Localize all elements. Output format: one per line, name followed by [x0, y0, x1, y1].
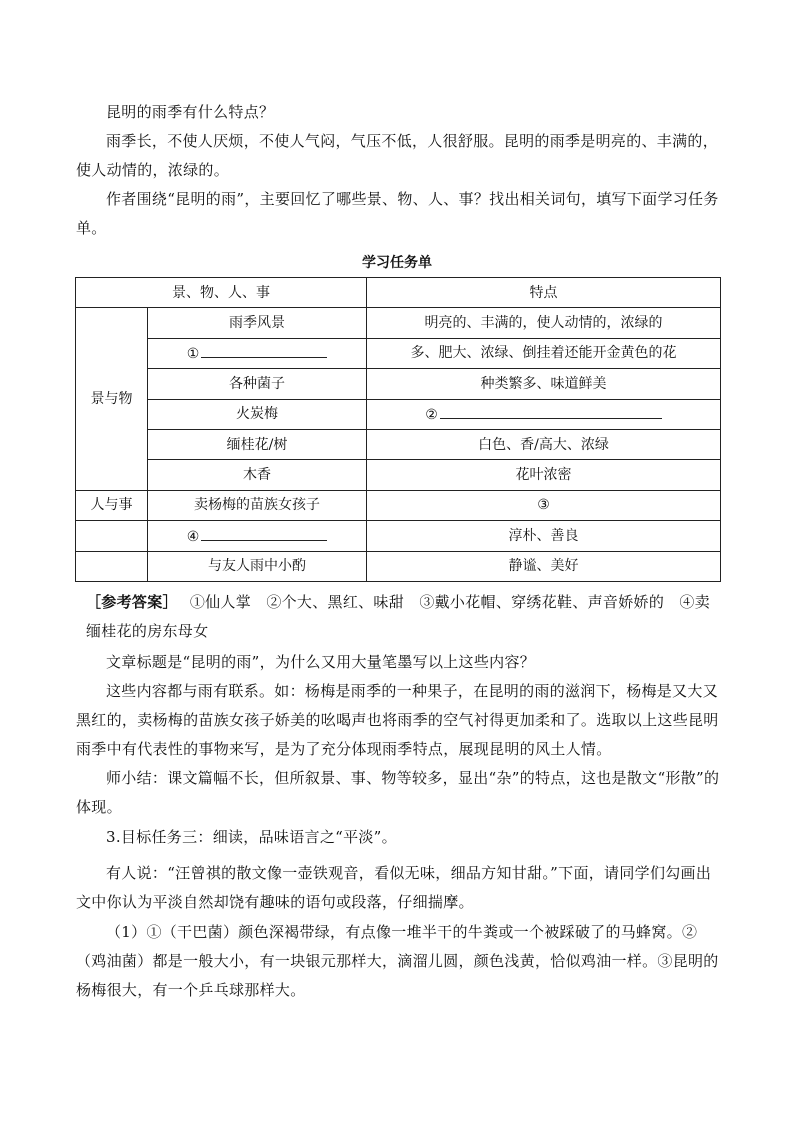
blank-number: ② — [425, 407, 438, 424]
reference-answer-label: ［参考答案］ — [86, 593, 178, 611]
table-row — [76, 460, 721, 490]
table-row — [76, 338, 721, 368]
group-people: 人与事 — [76, 490, 148, 520]
row-item: 缅桂花/树 — [148, 429, 367, 459]
row-feature: ③ — [367, 490, 721, 520]
fill-blank-line[interactable] — [201, 343, 327, 358]
row-item: 雨季风景 — [148, 308, 367, 338]
table-row — [76, 308, 721, 338]
blank-number: ④ — [186, 528, 200, 545]
row-feature: 明亮的、丰满的，使人动情的，浓绿的 — [367, 308, 721, 338]
quote-paragraph: 有人说：“汪曾祺的散文像一壶铁观音，看似无味，细品方知甘甜。”下面，请同学们勾画出文中你认为平淡自然却饶有趣味的语句或段落，仔细揣摩。 — [76, 864, 712, 911]
fill-blank-line[interactable] — [201, 526, 327, 541]
task-table — [75, 277, 721, 582]
group-empty-cell — [76, 551, 148, 581]
table-row — [76, 369, 721, 399]
row-feature-blank — [367, 399, 721, 429]
blank-number: ① — [186, 346, 200, 363]
group-scenery: 景与物 — [76, 308, 148, 490]
row-feature: 花叶浓密 — [367, 460, 721, 490]
reference-answer — [86, 588, 722, 646]
row-feature: 静谧、美好 — [367, 551, 721, 581]
header-left: 景、物、人、事 — [76, 278, 367, 308]
answer-rainy-season: 雨季长，不使人厌烦，不使人气闷，气压不低，人很舒服。昆明的雨季是明亮的、丰满的，使人动情的，浓绿的。 — [76, 132, 719, 179]
group-empty-cell — [76, 521, 148, 551]
target-task-3: 3.目标任务三：细读，品味语言之“平淡”。 — [106, 828, 397, 846]
question-scenes-people: 作者围绕“昆明的雨”，主要回忆了哪些景、物、人、事？找出相关词句，填写下面学习任务单。 — [76, 190, 719, 237]
row-item: 火炭梅 — [148, 399, 367, 429]
table-row — [76, 429, 721, 459]
row-item: 各种菌子 — [148, 369, 367, 399]
question-rainy-season: 昆明的雨季有什么特点？ — [106, 103, 275, 121]
table-row — [76, 490, 721, 520]
table-title: 学习任务单 — [362, 255, 432, 271]
row-item: 与友人雨中小酌 — [148, 551, 367, 581]
row-item: 木香 — [148, 460, 367, 490]
row-item-blank — [148, 521, 367, 551]
answer-title-purpose: 这些内容都与雨有联系。如：杨梅是雨季的一种果子，在昆明的雨的滋润下，杨梅是又大又黑红的，卖杨梅的苗族女孩子娇美的吆喝声也将雨季的空气衬得更加柔和了。选取以上这些昆明雨季中有代表性的事物来写，是为了充分体现雨季特点，展现昆明的风土人情。 — [76, 682, 719, 758]
reference-answer-text: ①仙人掌 ②个大、黑红、味甜 ③戴小花帽、穿绣花鞋、声音娇娇的 ④卖缅桂花的房东母女 — [86, 593, 711, 640]
row-feature: 淳朴、善良 — [367, 521, 721, 551]
row-feature: 白色、香/高大、浓绿 — [367, 429, 721, 459]
table-header-row — [76, 278, 721, 308]
row-feature: 种类繁多、味道鲜美 — [367, 369, 721, 399]
header-right: 特点 — [367, 278, 721, 308]
teacher-summary: 师小结：课文篇幅不长，但所叙景、事、物等较多，显出“杂”的特点，这也是散文“形散”的体现。 — [76, 769, 720, 816]
table-row — [76, 521, 721, 551]
row-item-blank — [148, 338, 367, 368]
table-row — [76, 551, 721, 581]
row-item: 卖杨梅的苗族女孩子 — [148, 490, 367, 520]
fill-blank-line[interactable] — [440, 404, 662, 419]
example-sentences: （1）①（干巴菌）颜色深褐带绿，有点像一堆半干的牛粪或一个被踩破了的马蜂窝。②（鸡油菌）都是一般大小，有一块银元那样大，滴溜儿圆，颜色浅黄，恰似鸡油一样。③昆明的杨梅很大，有一个乒乓球那样大。 — [76, 923, 719, 999]
table-row — [76, 399, 721, 429]
row-feature: 多、肥大、浓绿、倒挂着还能开金黄色的花 — [367, 338, 721, 368]
question-title-purpose: 文章标题是“昆明的雨”，为什么又用大量笔墨写以上这些内容？ — [106, 653, 536, 671]
